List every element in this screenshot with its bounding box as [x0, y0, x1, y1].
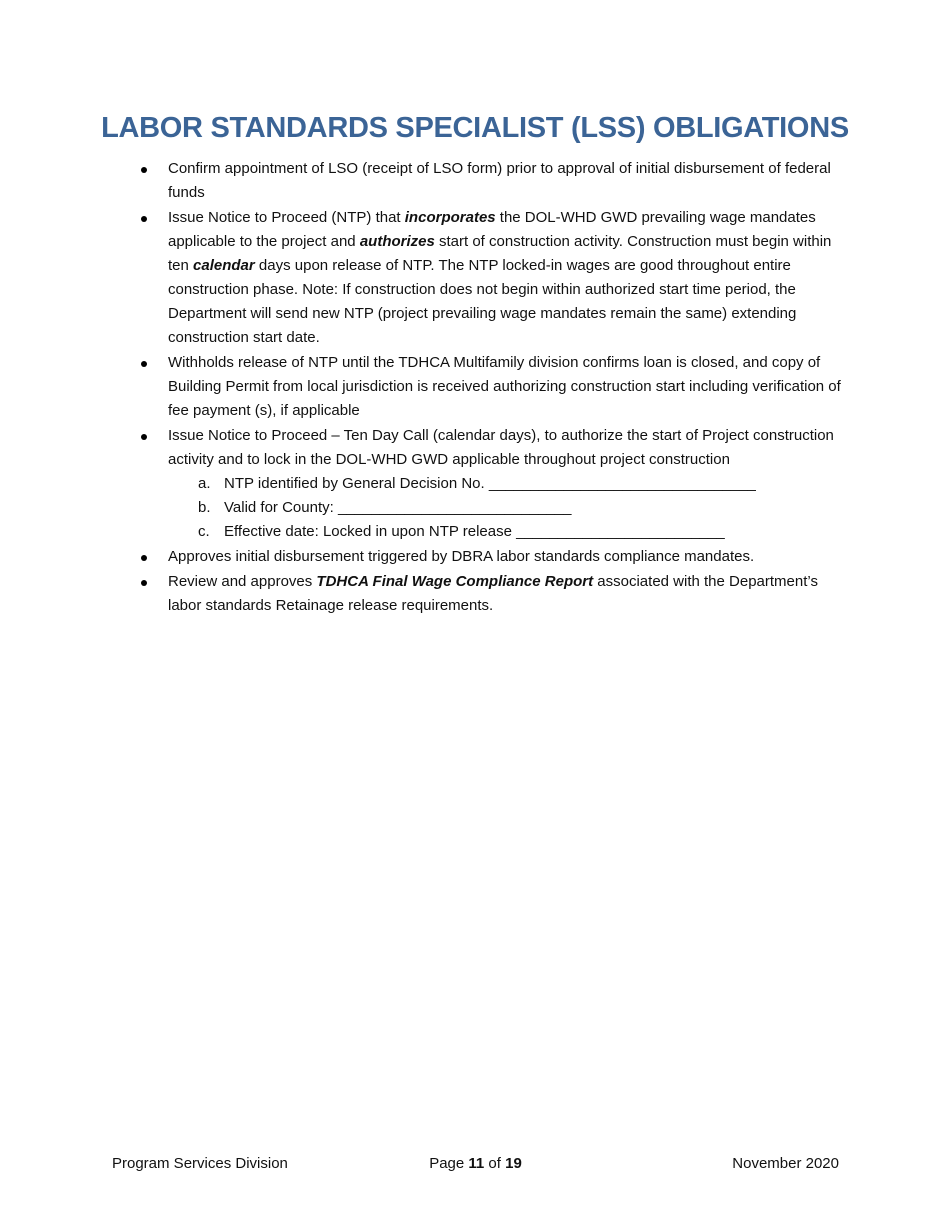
emphasis-text: calendar [193, 257, 255, 274]
list-item-text: Withholds release of NTP until the TDHCA Multifamily division confirms loan is closed, and copy of Building Permit from local jurisdiction is received authorizing construction start including verification of fee payment (s), if applicable [168, 354, 841, 419]
page-title: LABOR STANDARDS SPECIALIST (LSS) OBLIGATIONS [101, 112, 849, 144]
sub-item-text: NTP identified by General Decision No. ________________________________ [224, 475, 756, 492]
footer-division: Program Services Division [112, 1155, 288, 1172]
sub-item-letter: a. [198, 475, 211, 492]
sub-item-letter: c. [198, 523, 210, 540]
list-item [138, 545, 843, 569]
bullet-icon [141, 361, 147, 367]
bullet-icon [141, 167, 147, 173]
list-item [138, 206, 843, 350]
obligations-list [138, 157, 843, 619]
sub-item-letter: b. [198, 499, 211, 516]
sub-list-item [168, 520, 843, 544]
footer-page-word: Page [429, 1155, 469, 1172]
list-item-text-part: Review and approves [168, 573, 317, 590]
bullet-icon [141, 555, 147, 561]
sub-item-text: Valid for County: ____________________________ [224, 499, 572, 516]
list-item-text-part: days upon release of NTP. The NTP locked-in wages are good throughout entire construction phase. Note: If construction does not begin within authorized start time period, the Department will send new NTP (project prevailing wage mandates remain the same) extending construction start date. [168, 257, 797, 346]
list-item [138, 157, 843, 205]
sub-list-item [168, 496, 843, 520]
list-item-text: Confirm appointment of LSO (receipt of LSO form) prior to approval of initial disbursement of federal funds [168, 160, 831, 201]
list-item [138, 570, 843, 618]
bullet-icon [141, 580, 147, 586]
sub-item-text: Effective date: Locked in upon NTP release _________________________ [224, 523, 725, 540]
list-item [138, 351, 843, 423]
list-item-text: Approves initial disbursement triggered by DBRA labor standards compliance mandates. [168, 548, 755, 565]
list-item-text-part: Issue Notice to Proceed (NTP) that [168, 209, 405, 226]
footer-page-number [112, 1152, 839, 1176]
sub-list [168, 472, 843, 544]
page-footer [112, 1152, 839, 1176]
emphasis-text: authorizes [359, 233, 435, 250]
list-item-text-part: the DOL-WHD GWD prevailing wage mandates applicable to the project and [168, 209, 816, 250]
list-item-text: Issue Notice to Proceed – Ten Day Call (calendar days), to authorize the start of Project construction activity and to lock in the DOL-WHD GWD applicable throughout project construction [168, 427, 834, 468]
bullet-icon [141, 216, 147, 222]
footer-page-current: 11 [468, 1155, 485, 1172]
footer-date: November 2020 [732, 1155, 839, 1172]
footer-page-total: 19 [505, 1155, 522, 1172]
footer-of-word: of [484, 1155, 506, 1172]
bullet-icon [141, 434, 147, 440]
list-item-text-part: start of construction activity. Construction must begin within ten [168, 233, 832, 274]
sub-list-item [168, 472, 843, 496]
emphasis-text: TDHCA Final Wage Compliance Report [316, 573, 594, 590]
list-item-text-part: associated with the Department’s labor standards Retainage release requirements. [168, 573, 818, 614]
list-item [138, 424, 843, 544]
emphasis-text: incorporates [404, 209, 496, 226]
